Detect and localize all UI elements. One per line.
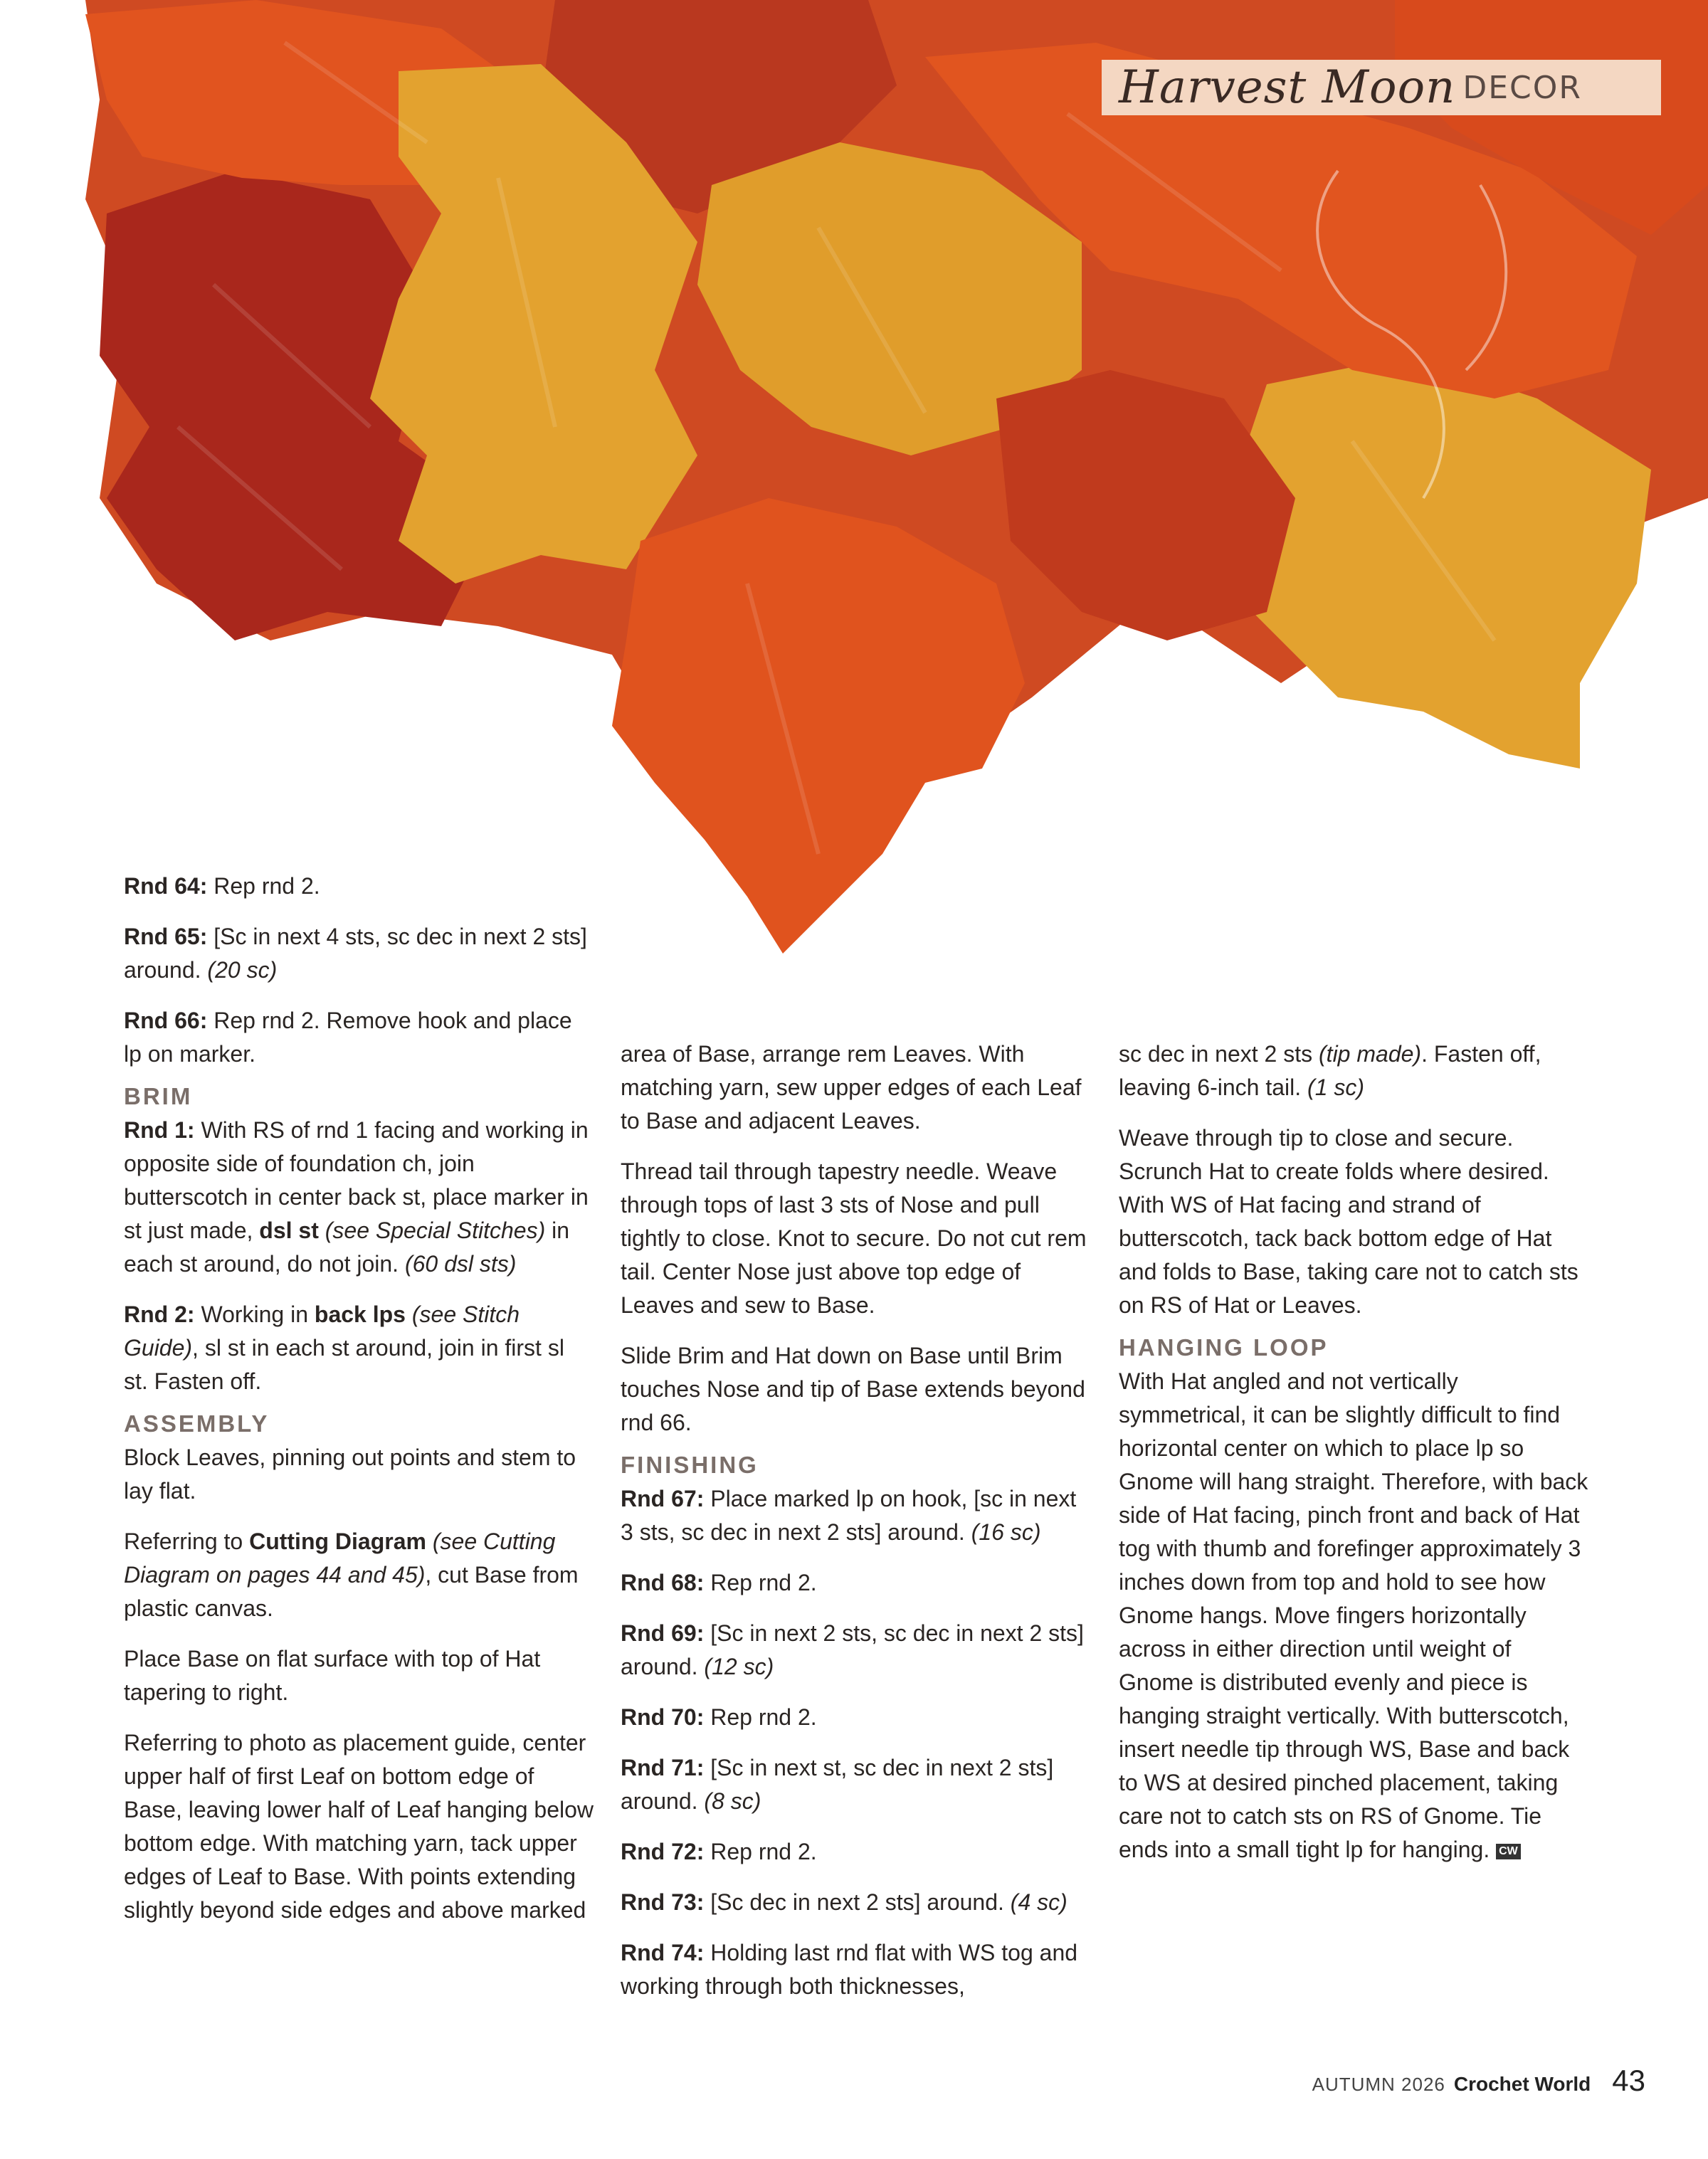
round-text: Holding last rnd flat with WS tog and working through both thicknesses,	[621, 1940, 1078, 1999]
round-label: Rnd 1:	[124, 1117, 195, 1143]
round-label: Rnd 67:	[621, 1486, 705, 1511]
stitch-count: (1 sc)	[1307, 1075, 1365, 1100]
cross-reference: (see Special Stitches)	[318, 1218, 546, 1243]
stitch-count: (4 sc)	[1010, 1889, 1068, 1915]
assembly-paragraph: Referring to photo as placement guide, center upper half of first Leaf on bottom edge of Base, leaving lower half of Leaf hanging below bottom edge. With matching yarn, tack upper edges of Leaf to Base. With points extending slightly beyond side edges and above marked	[124, 1730, 594, 1923]
round-73	[621, 1886, 1090, 1919]
assembly-heading: ASSEMBLY	[124, 1410, 270, 1437]
stitch-count: (20 sc)	[207, 957, 278, 983]
round-69	[621, 1617, 1090, 1684]
round-65	[124, 920, 594, 987]
end-mark-icon: CW	[1496, 1844, 1521, 1859]
round-label: Rnd 65:	[124, 924, 208, 949]
assembly-paragraph: Thread tail through tapestry needle. Weave through tops of last 3 sts of Nose and pull tightly to close. Knot to secure. Do not cut rem tail. Center Nose just above top edge of Leaves and sew to Base.	[621, 1158, 1087, 1318]
stitch-term: dsl st	[259, 1218, 319, 1243]
stitch-count: (8 sc)	[704, 1788, 761, 1814]
section-header-badge	[1102, 60, 1661, 115]
round-70	[621, 1701, 1090, 1734]
round-label: Rnd 72:	[621, 1839, 705, 1864]
round-text: [Sc in next 4 sts, sc dec in next 2 sts] around.	[124, 924, 587, 983]
round-68	[621, 1566, 1090, 1600]
page-number: 43	[1612, 2064, 1645, 2097]
stitch-count: (60 dsl sts)	[404, 1251, 517, 1277]
text-column-1	[124, 870, 594, 1944]
section-title-decor: DECOR	[1462, 69, 1582, 106]
round-label: Rnd 2:	[124, 1302, 195, 1327]
round-text: Rep rnd 2.	[704, 1704, 817, 1730]
assembly-paragraph: Block Leaves, pinning out points and stem to lay flat.	[124, 1445, 576, 1504]
brim-round-1	[124, 1114, 594, 1281]
round-64	[124, 870, 594, 903]
diagram-term: Cutting Diagram	[249, 1529, 426, 1554]
finishing-heading: FINISHING	[621, 1452, 759, 1478]
round-67	[621, 1482, 1090, 1549]
magazine-name: Crochet World	[1453, 2073, 1591, 2095]
brim-heading: BRIM	[124, 1083, 193, 1109]
round-text: [Sc dec in next 2 sts] around.	[704, 1889, 1011, 1915]
stitch-term: back lps	[314, 1302, 406, 1327]
cross-reference: (see Cutting Diagram on pages 44 and 45)	[124, 1529, 556, 1588]
round-text: [Sc in next st, sc dec in next 2 sts] around.	[621, 1755, 1054, 1814]
round-label: Rnd 71:	[621, 1755, 705, 1780]
round-text: Place marked lp on hook, [sc in next 3 sts, sc dec in next 2 sts] around.	[621, 1486, 1077, 1545]
text-column-3	[1119, 1038, 1588, 1884]
paragraph-text: Referring to	[124, 1529, 250, 1554]
round-text: With RS of rnd 1 facing and working in opposite side of foundation ch, join butterscotch in center back st, place marker in st just made,	[124, 1117, 589, 1243]
assembly-paragraph: area of Base, arrange rem Leaves. With matching yarn, sew upper edges of each Leaf to Base and adjacent Leaves.	[621, 1041, 1082, 1134]
assembly-paragraph: Place Base on flat surface with top of Hat tapering to right.	[124, 1646, 541, 1705]
finishing-paragraph	[1119, 1038, 1588, 1104]
issue-label: AUTUMN 2026	[1312, 2074, 1445, 2095]
paragraph-text: With Hat angled and not vertically symmetrical, it can be slightly difficult to find horizontal center on which to place lp so Gnome will hang straight. Therefore, with back side of Hat facing, pinch front and back of Hat tog with thumb and forefinger approximately 3 inches down from top and hold to see how Gnome hangs. Move fingers horizontally across in either direction until weight of Gnome is distributed evenly and piece is hanging straight vertically. With butterscotch, insert needle tip through WS, Base and back to WS at desired pinched placement, taking care not to catch sts on RS of Gnome. Tie ends into a small tight lp for hanging.	[1119, 1368, 1588, 1862]
round-text: Rep rnd 2.	[207, 873, 320, 899]
stitch-count: (12 sc)	[704, 1654, 774, 1679]
section-title-script: Harvest Moon	[1119, 61, 1456, 114]
round-text: in each st around, do not join.	[124, 1218, 570, 1277]
round-label: Rnd 68:	[621, 1570, 705, 1595]
round-74	[621, 1936, 1090, 2003]
brim-round-2	[124, 1298, 594, 1398]
paragraph-text: , cut Base from plastic canvas.	[124, 1562, 579, 1621]
cross-reference: (see Stitch Guide)	[124, 1302, 520, 1361]
finishing-paragraph: Weave through tip to close and secure. Scrunch Hat to create folds where desired. With WS of Hat facing and strand of butterscotch, tack back bottom edge of Hat and folds to Base, taking care not to catch sts on RS of Hat or Leaves.	[1119, 1125, 1578, 1318]
round-66	[124, 1004, 594, 1071]
round-label: Rnd 64:	[124, 873, 208, 899]
hanging-loop-paragraph	[1119, 1365, 1588, 1867]
round-label: Rnd 69:	[621, 1620, 705, 1646]
hanging-loop-heading: HANGING LOOP	[1119, 1334, 1329, 1361]
assembly-paragraph: Slide Brim and Hat down on Base until Brim touches Nose and tip of Base extends beyond rnd 66.	[621, 1343, 1085, 1435]
round-label: Rnd 66:	[124, 1008, 208, 1033]
round-71	[621, 1751, 1090, 1818]
assembly-paragraph	[124, 1525, 594, 1625]
page-footer	[1312, 2064, 1645, 2098]
round-label: Rnd 73:	[621, 1889, 705, 1915]
round-text: Rep rnd 2.	[704, 1839, 817, 1864]
note: (tip made)	[1319, 1041, 1422, 1067]
stitch-count: (16 sc)	[971, 1519, 1041, 1545]
round-text: Rep rnd 2.	[704, 1570, 817, 1595]
text-column-2	[621, 1038, 1090, 2020]
round-72	[621, 1835, 1090, 1869]
crochet-leaves-photo	[0, 0, 1708, 996]
round-text: Rep rnd 2. Remove hook and place lp on marker.	[124, 1008, 572, 1067]
round-label: Rnd 70:	[621, 1704, 705, 1730]
round-label: Rnd 74:	[621, 1940, 705, 1965]
round-text: [Sc in next 2 sts, sc dec in next 2 sts] around.	[621, 1620, 1084, 1679]
round-text: Working in	[194, 1302, 315, 1327]
paragraph-text: . Fasten off, leaving 6-inch tail.	[1119, 1041, 1541, 1100]
paragraph-text: sc dec in next 2 sts	[1119, 1041, 1319, 1067]
round-text: , sl st in each st around, join in first sl st. Fasten off.	[124, 1335, 564, 1394]
